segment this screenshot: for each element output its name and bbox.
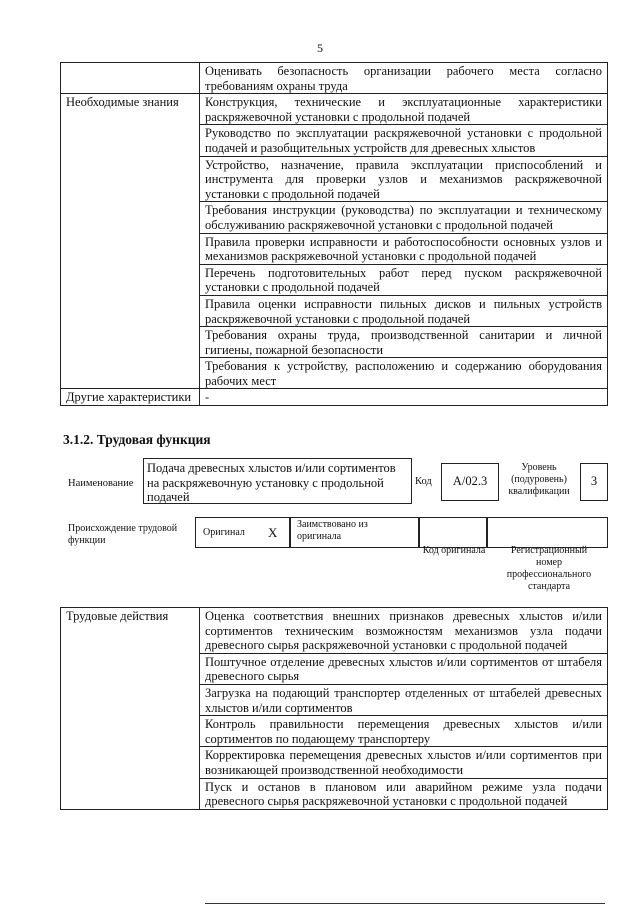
table-cell: Требования инструкции (руководства) по эксплуатации и техническому обслуживанию раскряжевочной установки с продольной подачей <box>200 202 608 233</box>
table-cell: Руководство по эксплуатации раскряжевочной установки с продольной подачей и разобщительных устройств для древесных хлыстов <box>200 125 608 156</box>
borrowed-box <box>290 517 419 548</box>
table-row <box>61 389 608 406</box>
table-row <box>61 63 608 94</box>
section-title: 3.1.2. Трудовая функция <box>63 432 211 447</box>
name-value: Подача древесных хлыстов и/или сортиментов на раскряжевочную установку с продольной подачей <box>147 461 396 504</box>
table-cell: Загрузка на подающий транспортер отделенных от штабелей древесных хлыстов и/или сортиментов <box>200 684 608 715</box>
borrowed-label: Заимствовано из оригинала <box>297 519 368 542</box>
actions-table <box>60 607 608 810</box>
table-cell: Требования к устройству, расположению и содержанию оборудования рабочих мест <box>200 358 608 389</box>
table-cell: Правила проверки исправности и работоспособности основных узлов и механизмов раскряжевочной установки с продольной подачей <box>200 233 608 264</box>
table-row <box>61 94 608 125</box>
code-value: А/02.3 <box>452 474 488 488</box>
page-number: 5 <box>317 41 323 55</box>
table-cell: - <box>200 389 608 406</box>
table-cell: Конструкция, технические и эксплуатационные характеристики раскряжевочной установки с продольной подачей <box>200 94 608 125</box>
reg-number-caption: Регистрационный номер профессионального стандарта <box>506 545 592 592</box>
level-label: Уровень (подуровень) квалификации <box>508 462 570 497</box>
original-box <box>195 517 290 548</box>
requirements-table <box>60 62 608 406</box>
original-label: Оригинал <box>203 527 245 538</box>
table-cell: Поштучное отделение древесных хлыстов и/или сортиментов от штабеля древесного сырья <box>200 653 608 684</box>
level-box <box>580 463 608 501</box>
origin-label: Происхождение трудовой функции <box>68 523 178 546</box>
table-continuation-line <box>205 903 605 904</box>
row-label-other-characteristics: Другие характеристики <box>61 389 200 406</box>
name-label: Наименование <box>68 478 134 489</box>
table-cell: Пуск и останов в плановом или аварийном режиме узла подачи древесного сырья раскряжевочной установки с продольной подачей <box>200 778 608 809</box>
table-cell: Оценка соответствия внешних признаков древесных хлыстов и/или сортиментов техническим возможностям механизмов узла подачи древесного сырья раскряжевочной установки с продольной подачей <box>200 608 608 654</box>
name-box <box>143 458 412 504</box>
code-original-caption: Код оригинала <box>422 545 486 556</box>
table-cell: Корректировка перемещения древесных хлыстов и/или сортиментов при возникающей производственной необходимости <box>200 747 608 778</box>
original-mark: X <box>268 525 278 540</box>
table-row <box>61 608 608 654</box>
code-box <box>441 463 499 501</box>
reg-number-box <box>487 517 608 548</box>
row-label-labor-actions: Трудовые действия <box>61 608 200 810</box>
table-cell: Перечень подготовительных работ перед пуском раскряжевочной установки с продольной подачей <box>200 264 608 295</box>
table-cell: Оценивать безопасность организации рабочего места согласно требованиям охраны труда <box>200 63 608 94</box>
row-label <box>61 63 200 94</box>
row-label-required-knowledge: Необходимые знания <box>61 94 200 389</box>
code-original-box <box>419 517 487 548</box>
table-cell: Правила оценки исправности пильных дисков и пильных устройств раскряжевочной установки с продольной подачей <box>200 295 608 326</box>
level-value: 3 <box>590 474 598 488</box>
code-label: Код <box>415 476 432 487</box>
table-cell: Устройство, назначение, правила эксплуатации приспособлений и инструмента для проверки узлов и механизмов раскряжевочной установки с продольной подачей <box>200 156 608 202</box>
table-cell: Контроль правильности перемещения древесных хлыстов и/или сортиментов по подающему транспортеру <box>200 716 608 747</box>
table-cell: Требования охраны труда, производственной санитарии и личной гигиены, пожарной безопасности <box>200 327 608 358</box>
